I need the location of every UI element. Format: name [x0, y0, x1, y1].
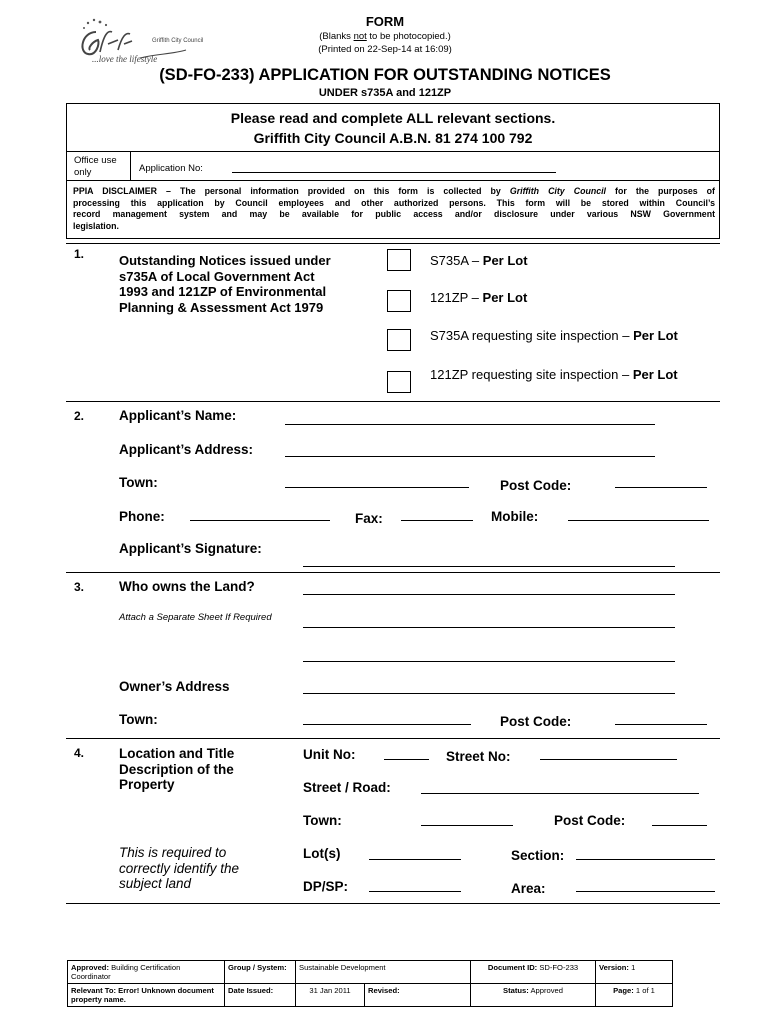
- phone-label: Phone:: [119, 509, 165, 524]
- approved-label: Approved:: [71, 963, 109, 972]
- printed-date: (Printed on 22-Sep-14 at 16:09): [318, 44, 452, 55]
- loc-line1: Location and Title: [119, 746, 235, 761]
- application-no-label: Application No:: [139, 163, 203, 174]
- section1-text4: Planning & Assessment Act 1979: [119, 299, 324, 315]
- mobile-label: Mobile:: [491, 509, 539, 524]
- approved-value: Building Certification Coordinator: [71, 963, 181, 981]
- applicant-postcode-label: Post Code:: [500, 478, 572, 493]
- date-label: Date Issued:: [228, 986, 274, 995]
- section1-text3: 1993 and 121ZP of Environmental: [119, 284, 327, 299]
- dpsp-field[interactable]: [369, 891, 461, 892]
- street-no-label: Street No:: [446, 749, 511, 764]
- signature-field[interactable]: [303, 566, 675, 567]
- logo-brand: Griffith City Council: [152, 38, 204, 44]
- ppia-rest1: for the purposes of: [615, 186, 715, 196]
- section4-number: 4.: [74, 746, 85, 760]
- unit-no-label: Unit No:: [303, 747, 356, 762]
- street-road-label: Street / Road:: [303, 780, 391, 795]
- note-line2: correctly identify the: [119, 860, 240, 876]
- application-no-field[interactable]: [232, 172, 556, 173]
- blanks-not: not: [353, 31, 367, 42]
- blanks-post: to be photocopied.): [366, 31, 451, 42]
- who-owns-label: Who owns the Land?: [119, 579, 255, 594]
- owner-name-field-3[interactable]: [303, 661, 675, 662]
- status-label: Status:: [503, 986, 529, 995]
- option-bold: Per Lot: [482, 253, 528, 268]
- phone-field[interactable]: [190, 520, 330, 521]
- owner-postcode-label: Post Code:: [500, 714, 572, 729]
- s735a-per-lot-checkbox[interactable]: [387, 249, 411, 271]
- ppia-council: Griffith City Council: [509, 186, 606, 196]
- group-label: Group / System:: [228, 963, 287, 972]
- fax-field[interactable]: [401, 520, 473, 521]
- applicant-name-field[interactable]: [285, 424, 655, 425]
- mobile-field[interactable]: [568, 520, 709, 521]
- applicant-address-label: Applicant’s Address:: [119, 442, 254, 457]
- area-field[interactable]: [576, 891, 715, 892]
- option-prefix: S735A –: [430, 253, 483, 268]
- street-no-field[interactable]: [540, 759, 677, 760]
- applicant-town-label: Town:: [119, 475, 158, 490]
- unit-no-field[interactable]: [384, 759, 429, 760]
- attach-sheet-note: Attach a Separate Sheet If Required: [119, 612, 272, 623]
- relevant-value: Error! Unknown document property name.: [71, 986, 214, 1004]
- option-bold: Per Lot: [632, 367, 678, 382]
- note-line3: subject land: [119, 876, 192, 891]
- applicant-address-field[interactable]: [285, 456, 655, 457]
- fax-label: Fax:: [355, 511, 383, 526]
- area-label: Area:: [511, 881, 546, 896]
- section1-text1: Outstanding Notices issued under: [119, 253, 331, 268]
- identify-note: [119, 845, 239, 892]
- date-value: 31 Jan 2011: [309, 986, 351, 995]
- form-label: FORM: [365, 14, 405, 29]
- note-line1: This is required to: [119, 845, 227, 860]
- s735a-site-inspection-checkbox[interactable]: [387, 329, 411, 351]
- applicant-town-field[interactable]: [285, 487, 469, 488]
- property-town-field[interactable]: [421, 825, 513, 826]
- ppia-lead: PPIA DISCLAIMER – The personal information provided on this form is collected by: [73, 186, 501, 196]
- intro-line1: Please read and complete ALL relevant sections.: [230, 110, 556, 126]
- property-town-label: Town:: [303, 813, 342, 828]
- property-postcode-field[interactable]: [652, 825, 707, 826]
- group-value: Sustainable Development: [299, 963, 386, 972]
- revised-label: Revised:: [368, 986, 400, 995]
- signature-label: Applicant’s Signature:: [119, 541, 262, 556]
- 121zp-per-lot-checkbox[interactable]: [387, 290, 411, 312]
- owner-name-field-2[interactable]: [303, 627, 675, 628]
- 121zp-site-inspection-checkbox[interactable]: [387, 371, 411, 393]
- page-title: (SD-FO-233) APPLICATION FOR OUTSTANDING NOTICES: [159, 66, 611, 84]
- option-bold: Per Lot: [633, 328, 678, 343]
- street-road-field[interactable]: [421, 793, 699, 794]
- ppia-disclaimer: [73, 186, 715, 232]
- section3-number: 3.: [74, 580, 85, 594]
- location-title-label: [119, 746, 234, 793]
- owner-postcode-field[interactable]: [615, 724, 707, 725]
- section1-text2: s735A of Local Government Act: [119, 268, 315, 284]
- option-prefix: 121ZP requesting site inspection –: [430, 367, 633, 382]
- lots-field[interactable]: [369, 859, 461, 860]
- option-121zp-inspection: [430, 367, 678, 382]
- blanks-note: [0, 31, 770, 42]
- property-postcode-label: Post Code:: [554, 813, 626, 828]
- page-value: 1 of 1: [635, 986, 655, 995]
- relevant-cell: [68, 984, 225, 1007]
- option-prefix: 121ZP –: [430, 290, 483, 305]
- logo-tagline: ...love the lifestyle: [92, 54, 158, 64]
- docid-value: SD-FO-233: [539, 963, 579, 972]
- page-subtitle: UNDER s735A and 121ZP: [318, 87, 452, 99]
- option-s735a-inspection: [430, 328, 678, 343]
- page-label: Page:: [613, 986, 634, 995]
- section1-number: 1.: [74, 247, 85, 261]
- docid-label: Document ID:: [487, 963, 538, 972]
- applicant-name-label: Applicant’s Name:: [119, 408, 237, 423]
- option-s735a-per-lot: [430, 253, 528, 268]
- office-use-line1: Office use: [74, 155, 117, 166]
- owner-town-field[interactable]: [303, 724, 471, 725]
- loc-line2: Description of the: [119, 761, 234, 777]
- intro-line2: Griffith City Council A.B.N. 81 274 100 792: [253, 130, 533, 146]
- owner-town-label: Town:: [119, 712, 158, 727]
- version-value: 1: [631, 963, 636, 972]
- office-use-line2: only: [74, 167, 92, 178]
- owner-address-field[interactable]: [303, 693, 675, 694]
- office-use-label: [74, 155, 117, 179]
- relevant-label: Relevant To:: [71, 986, 117, 995]
- loc-line3: Property: [119, 777, 175, 792]
- ppia-line4: legislation.: [73, 220, 119, 231]
- version-label: Version:: [599, 963, 629, 972]
- document-control-table: [67, 960, 673, 1007]
- owner-address-label: Owner’s Address: [119, 679, 230, 694]
- ppia-line2: processing this application by Council employees and other authorized persons. This form will be stored within Council’s: [73, 197, 715, 208]
- blanks-pre: (Blanks: [319, 31, 354, 42]
- status-value: Approved: [530, 986, 563, 995]
- option-prefix: S735A requesting site inspection –: [430, 328, 634, 343]
- ppia-line3: record management system and may be available for public access and/or disclosure under various NSW Government: [73, 209, 715, 219]
- approved-cell: [68, 961, 225, 984]
- option-bold: Per Lot: [482, 290, 528, 305]
- section1-description: [119, 253, 331, 315]
- owner-name-field-1[interactable]: [303, 594, 675, 595]
- lots-label: Lot(s): [303, 846, 341, 861]
- section2-number: 2.: [74, 409, 85, 423]
- option-121zp-per-lot: [430, 290, 527, 305]
- dpsp-label: DP/SP:: [303, 879, 349, 894]
- section-label: Section:: [511, 848, 565, 863]
- applicant-postcode-field[interactable]: [615, 487, 707, 488]
- section-field[interactable]: [576, 859, 715, 860]
